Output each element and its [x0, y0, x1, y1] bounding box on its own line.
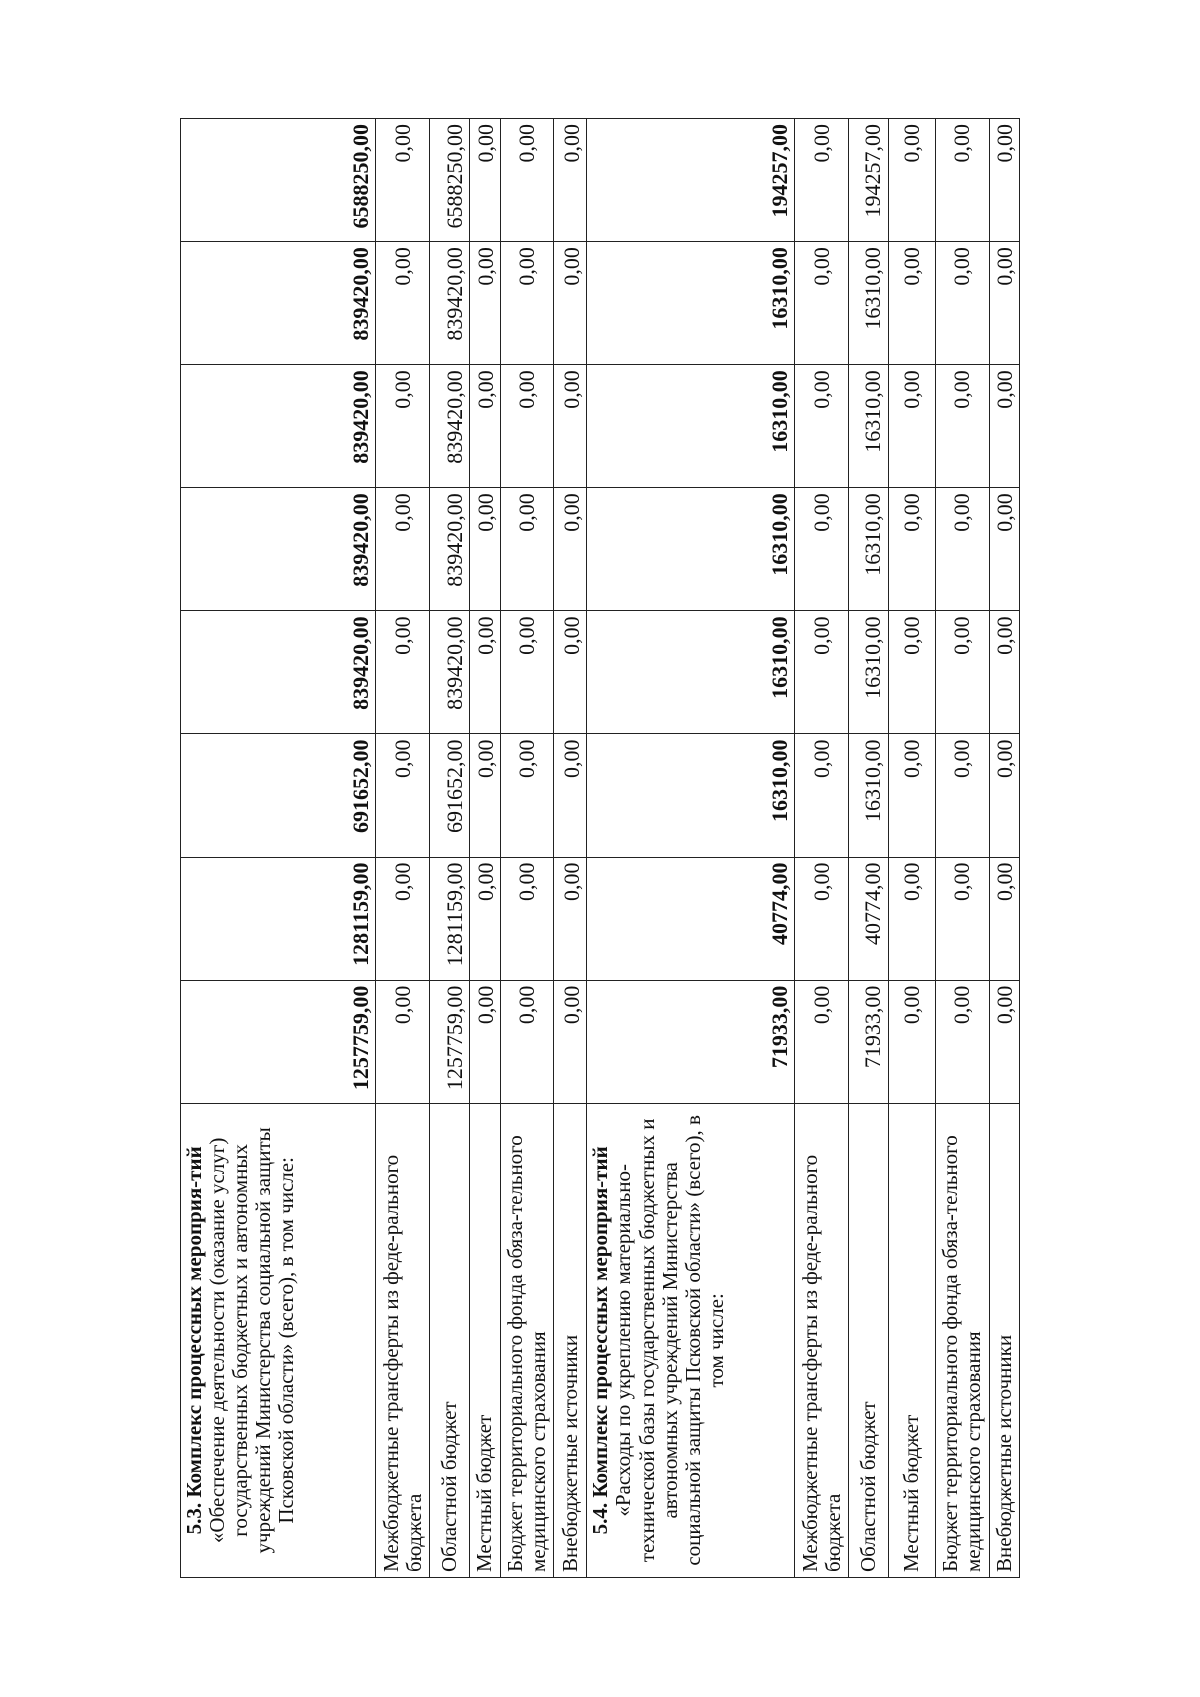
value-cell: 839420,00 [181, 365, 376, 488]
value-cell: 0,00 [795, 119, 849, 242]
value-cell: 0,00 [554, 119, 587, 242]
value-cell: 0,00 [469, 365, 500, 488]
table-row [554, 119, 587, 1578]
value-cell: 1281159,00 [430, 857, 469, 980]
value-cell: 16310,00 [849, 611, 888, 734]
value-cell: 0,00 [554, 365, 587, 488]
value-cell: 0,00 [500, 365, 553, 488]
table-row [469, 119, 500, 1578]
section-description: «Обеспечение деятельности (оказание услуг) государственных бюджетных и автономных учреждений Министерства социальной защиты Псковской области» (всего), в том числе: [205, 1127, 299, 1554]
value-cell: 0,00 [888, 980, 936, 1103]
value-cell: 0,00 [554, 734, 587, 857]
value-cell: 0,00 [795, 611, 849, 734]
value-cell: 0,00 [795, 365, 849, 488]
value-cell: 839420,00 [430, 488, 469, 611]
value-cell: 0,00 [936, 734, 989, 857]
value-cell: 0,00 [376, 488, 430, 611]
value-cell: 0,00 [989, 488, 1019, 611]
value-cell: 0,00 [500, 119, 553, 242]
value-cell: 691652,00 [430, 734, 469, 857]
rotated-page [180, 118, 1020, 1578]
section-description: «Расходы по укреплению материально-технической базы государственных бюджетных и автономных учреждений Министерства социальной защиты Псковской области» (всего), в том числе: [611, 1115, 728, 1566]
value-cell: 839420,00 [181, 611, 376, 734]
section-header-row [587, 119, 795, 1578]
value-cell: 0,00 [989, 365, 1019, 488]
value-cell: 0,00 [376, 242, 430, 365]
value-cell: 691652,00 [181, 734, 376, 857]
value-cell: 194257,00 [587, 119, 795, 242]
section-title-cell [181, 1103, 376, 1577]
value-cell: 16310,00 [849, 734, 888, 857]
row-label: Местный бюджет [888, 1103, 936, 1577]
value-cell: 0,00 [795, 242, 849, 365]
value-cell: 0,00 [469, 242, 500, 365]
value-cell: 0,00 [989, 611, 1019, 734]
row-label: Областной бюджет [430, 1103, 469, 1577]
section-title-cell [587, 1103, 795, 1577]
value-cell: 0,00 [376, 611, 430, 734]
value-cell: 16310,00 [587, 365, 795, 488]
value-cell: 0,00 [376, 365, 430, 488]
table-row [849, 119, 888, 1578]
value-cell: 0,00 [888, 611, 936, 734]
value-cell: 0,00 [500, 488, 553, 611]
value-cell: 0,00 [554, 242, 587, 365]
value-cell: 0,00 [936, 611, 989, 734]
value-cell: 71933,00 [849, 980, 888, 1103]
value-cell: 16310,00 [849, 488, 888, 611]
value-cell: 0,00 [376, 980, 430, 1103]
value-cell: 0,00 [376, 734, 430, 857]
value-cell: 71933,00 [587, 980, 795, 1103]
value-cell: 0,00 [989, 734, 1019, 857]
value-cell: 0,00 [795, 857, 849, 980]
value-cell: 0,00 [936, 242, 989, 365]
value-cell: 0,00 [500, 857, 553, 980]
value-cell: 16310,00 [587, 488, 795, 611]
section-title: 5.4. Комплекс процессных мероприя-тий [588, 1146, 613, 1535]
value-cell: 16310,00 [849, 365, 888, 488]
table-row [500, 119, 553, 1578]
value-cell: 0,00 [936, 119, 989, 242]
value-cell: 0,00 [888, 242, 936, 365]
value-cell: 0,00 [989, 857, 1019, 980]
value-cell: 0,00 [500, 734, 553, 857]
value-cell: 839420,00 [430, 611, 469, 734]
value-cell: 1281159,00 [181, 857, 376, 980]
value-cell: 839420,00 [430, 242, 469, 365]
value-cell: 0,00 [795, 734, 849, 857]
value-cell: 0,00 [936, 365, 989, 488]
row-label: Областной бюджет [849, 1103, 888, 1577]
value-cell: 0,00 [888, 365, 936, 488]
value-cell: 0,00 [469, 980, 500, 1103]
budget-table [180, 118, 1020, 1578]
value-cell: 0,00 [989, 119, 1019, 242]
value-cell: 0,00 [469, 857, 500, 980]
row-label: Бюджет территориального фонда обяза-тельного медицинского страхования [936, 1103, 989, 1577]
value-cell: 839420,00 [430, 365, 469, 488]
value-cell: 0,00 [500, 242, 553, 365]
row-label: Межбюджетные трансферты из феде-рального бюджета [376, 1103, 430, 1577]
value-cell: 40774,00 [587, 857, 795, 980]
value-cell: 0,00 [554, 857, 587, 980]
value-cell: 0,00 [554, 488, 587, 611]
value-cell: 0,00 [376, 119, 430, 242]
value-cell: 0,00 [888, 488, 936, 611]
table-body [181, 119, 1020, 1578]
value-cell: 0,00 [554, 980, 587, 1103]
table-row [376, 119, 430, 1578]
section-header-row [181, 119, 376, 1578]
value-cell: 6588250,00 [430, 119, 469, 242]
value-cell: 16310,00 [587, 242, 795, 365]
row-label: Местный бюджет [469, 1103, 500, 1577]
value-cell: 0,00 [795, 488, 849, 611]
value-cell: 0,00 [500, 611, 553, 734]
value-cell: 0,00 [989, 980, 1019, 1103]
value-cell: 0,00 [989, 242, 1019, 365]
value-cell: 0,00 [469, 734, 500, 857]
value-cell: 1257759,00 [430, 980, 469, 1103]
value-cell: 0,00 [888, 857, 936, 980]
value-cell: 0,00 [469, 611, 500, 734]
value-cell: 0,00 [936, 488, 989, 611]
value-cell: 0,00 [795, 980, 849, 1103]
value-cell: 1257759,00 [181, 980, 376, 1103]
value-cell: 16310,00 [849, 242, 888, 365]
value-cell: 0,00 [376, 857, 430, 980]
value-cell: 0,00 [469, 488, 500, 611]
value-cell: 40774,00 [849, 857, 888, 980]
section-title: 5.3. Комплекс процессных мероприя-тий [182, 1146, 206, 1535]
value-cell: 0,00 [888, 119, 936, 242]
table-row [888, 119, 936, 1578]
value-cell: 194257,00 [849, 119, 888, 242]
table-row [936, 119, 989, 1578]
value-cell: 0,00 [469, 119, 500, 242]
value-cell: 839420,00 [181, 488, 376, 611]
value-cell: 0,00 [554, 611, 587, 734]
value-cell: 0,00 [500, 980, 553, 1103]
value-cell: 16310,00 [587, 611, 795, 734]
table-row [430, 119, 469, 1578]
value-cell: 0,00 [936, 857, 989, 980]
value-cell: 6588250,00 [181, 119, 376, 242]
value-cell: 0,00 [936, 980, 989, 1103]
value-cell: 839420,00 [181, 242, 376, 365]
row-label: Внебюджетные источники [989, 1103, 1019, 1577]
row-label: Внебюджетные источники [554, 1103, 587, 1577]
table-row [989, 119, 1019, 1578]
row-label: Бюджет территориального фонда обяза-тельного медицинского страхования [500, 1103, 553, 1577]
table-row [795, 119, 849, 1578]
row-label: Межбюджетные трансферты из феде-рального бюджета [795, 1103, 849, 1577]
value-cell: 16310,00 [587, 734, 795, 857]
value-cell: 0,00 [888, 734, 936, 857]
